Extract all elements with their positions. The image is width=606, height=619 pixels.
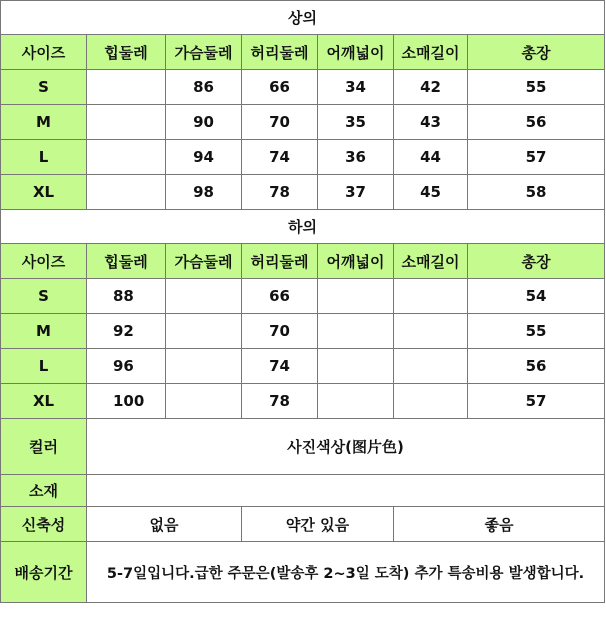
sleeve-value [394,349,468,384]
material-value [87,475,605,507]
size-label: S [1,279,87,314]
hip-value [87,70,166,105]
table-row [1,314,605,349]
waist-value: 78 [242,384,318,419]
hip-value: 88 [87,279,166,314]
sleeve-value [394,314,468,349]
length-value: 58 [468,175,605,210]
hip-value [87,175,166,210]
waist-value: 78 [242,175,318,210]
top-section-title: 상의 [1,1,605,35]
bottom-section-title-row [1,210,605,244]
top-header-length: 총장 [468,35,605,70]
top-section-title-row [1,1,605,35]
table-row [1,384,605,419]
length-value: 55 [468,314,605,349]
table-row [1,105,605,140]
table-row [1,140,605,175]
shoulder-value: 36 [318,140,394,175]
length-value: 57 [468,140,605,175]
color-value: 사진색상(图片色) [87,419,605,475]
bottom-header-hip: 힙둘레 [87,244,166,279]
chest-value [166,384,242,419]
hip-value [87,105,166,140]
size-label: M [1,105,87,140]
sleeve-value: 43 [394,105,468,140]
bottom-header-chest: 가슴둘레 [166,244,242,279]
shoulder-value [318,349,394,384]
shoulder-value [318,384,394,419]
size-label: M [1,314,87,349]
bottom-header-length: 총장 [468,244,605,279]
chest-value: 90 [166,105,242,140]
table-row [1,349,605,384]
bottom-header-row [1,244,605,279]
chest-value: 86 [166,70,242,105]
shoulder-value: 37 [318,175,394,210]
waist-value: 66 [242,279,318,314]
length-value: 55 [468,70,605,105]
hip-value: 92 [87,314,166,349]
top-header-size: 사이즈 [1,35,87,70]
chest-value: 94 [166,140,242,175]
size-label: XL [1,175,87,210]
shipping-row [1,542,605,603]
top-header-sleeve: 소매길이 [394,35,468,70]
elasticity-row [1,507,605,542]
color-label: 컬러 [1,419,87,475]
bottom-section-title: 하의 [1,210,605,244]
length-value: 56 [468,349,605,384]
top-header-shoulder: 어깨넓이 [318,35,394,70]
top-header-hip: 힙둘레 [87,35,166,70]
waist-value: 66 [242,70,318,105]
hip-value: 96 [87,349,166,384]
length-value: 57 [468,384,605,419]
hip-value: 100 [87,384,166,419]
waist-value: 70 [242,105,318,140]
table-row [1,279,605,314]
shipping-value: 5-7일입니다.급한 주문은(발송후 2~3일 도착) 추가 특송비용 발생합니다. [87,542,605,603]
size-label: XL [1,384,87,419]
size-label: L [1,349,87,384]
elasticity-option-none: 없음 [87,507,242,542]
sleeve-value: 42 [394,70,468,105]
bottom-header-waist: 허리둘레 [242,244,318,279]
table-row [1,175,605,210]
hip-value [87,140,166,175]
color-row [1,419,605,475]
shipping-label: 배송기간 [1,542,87,603]
material-row [1,475,605,507]
size-label: S [1,70,87,105]
chest-value [166,314,242,349]
elasticity-label: 신축성 [1,507,87,542]
waist-value: 74 [242,140,318,175]
shoulder-value [318,314,394,349]
bottom-header-size: 사이즈 [1,244,87,279]
top-header-row [1,35,605,70]
shoulder-value: 35 [318,105,394,140]
bottom-header-sleeve: 소매길이 [394,244,468,279]
sleeve-value [394,279,468,314]
length-value: 54 [468,279,605,314]
material-label: 소재 [1,475,87,507]
top-header-waist: 허리둘레 [242,35,318,70]
sleeve-value: 45 [394,175,468,210]
length-value: 56 [468,105,605,140]
waist-value: 70 [242,314,318,349]
top-header-chest: 가슴둘레 [166,35,242,70]
chest-value [166,279,242,314]
chest-value [166,349,242,384]
chest-value: 98 [166,175,242,210]
sleeve-value [394,384,468,419]
shoulder-value [318,279,394,314]
elasticity-option-some: 약간 있음 [242,507,394,542]
bottom-header-shoulder: 어깨넓이 [318,244,394,279]
table-row [1,70,605,105]
sleeve-value: 44 [394,140,468,175]
elasticity-option-good: 좋음 [394,507,605,542]
shoulder-value: 34 [318,70,394,105]
waist-value: 74 [242,349,318,384]
size-label: L [1,140,87,175]
